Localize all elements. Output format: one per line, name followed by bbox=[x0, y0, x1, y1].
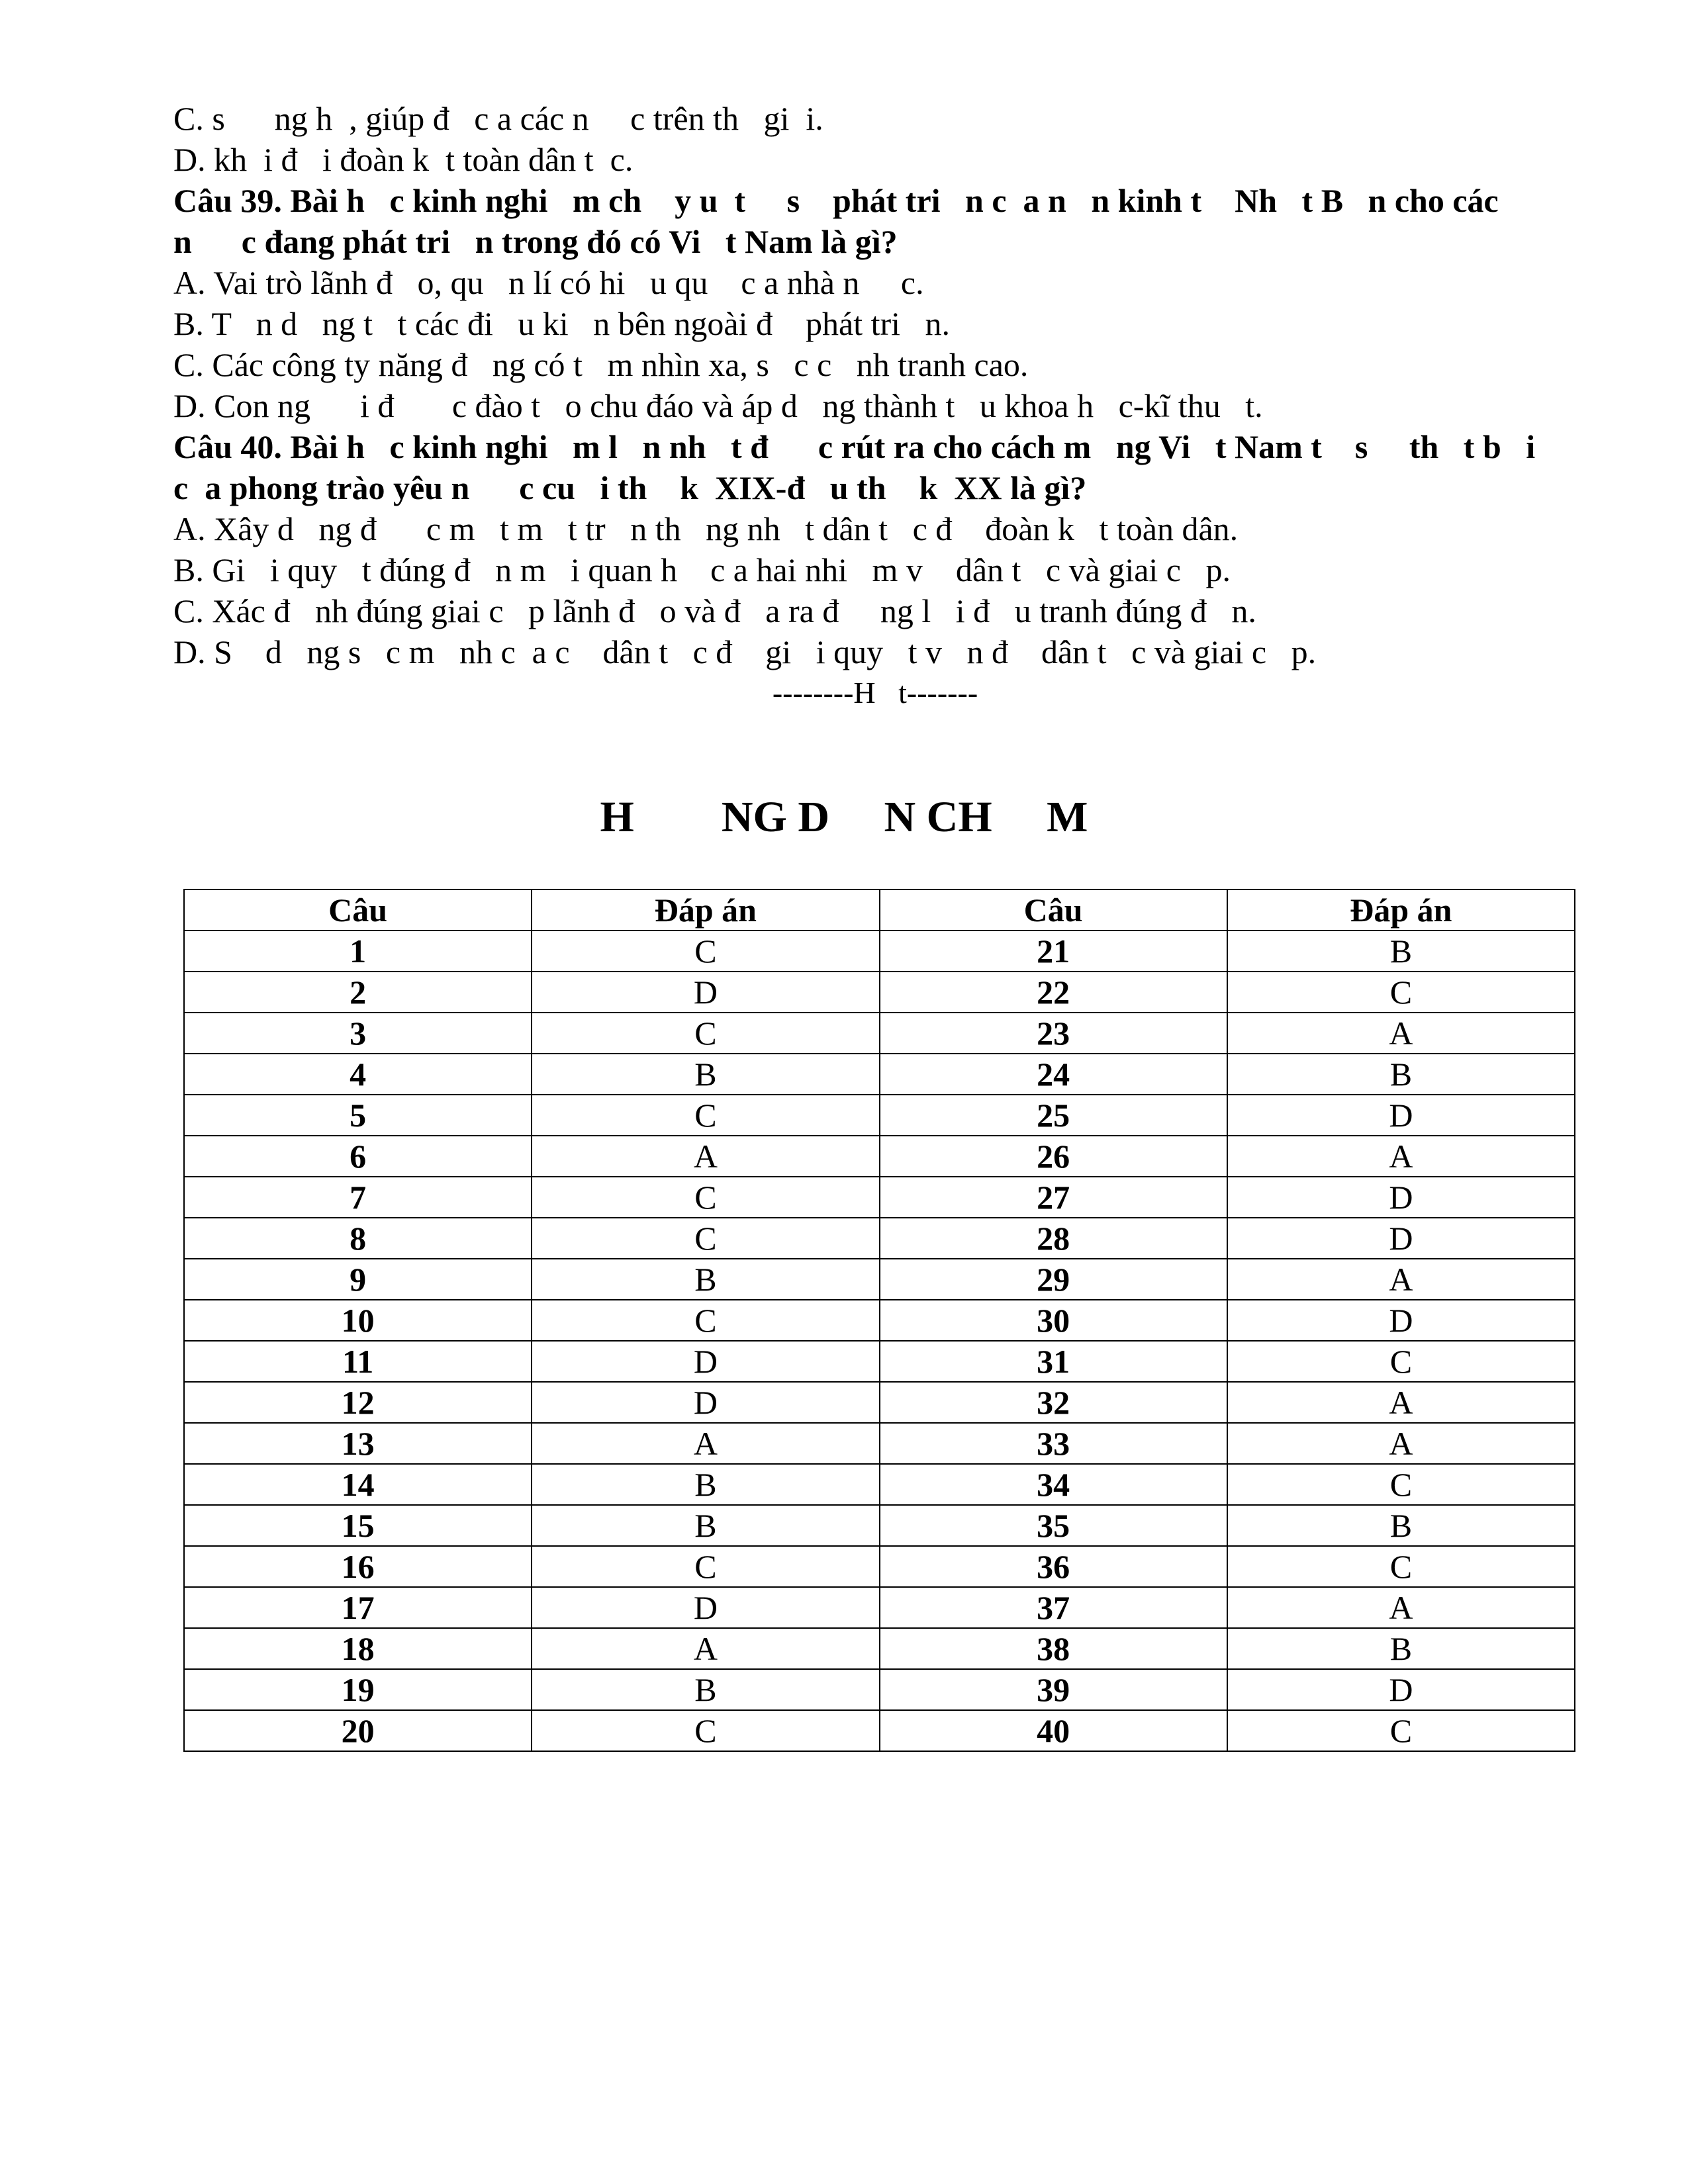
answer-cell: C bbox=[1227, 1464, 1575, 1505]
question-number-cell: 20 bbox=[184, 1710, 532, 1751]
table-row bbox=[184, 1300, 1575, 1341]
question-number-cell: 10 bbox=[184, 1300, 532, 1341]
question-number-cell: 24 bbox=[880, 1054, 1227, 1095]
question-number-cell: 1 bbox=[184, 931, 532, 972]
answer-key-heading: H NG D N CH M bbox=[600, 793, 1088, 841]
question-39-option-a: A. Vai trò lãnh đ o, qu n lí có hi u qu c a nhà n c. bbox=[173, 264, 924, 301]
question-number-cell: 17 bbox=[184, 1587, 532, 1628]
question-40-title-line-2: c a phong trào yêu n c cu i th k XIX-đ u th k XX là gì? bbox=[173, 469, 1087, 506]
answer-cell: D bbox=[1227, 1669, 1575, 1710]
question-number-cell: 36 bbox=[880, 1546, 1227, 1587]
question-number-cell: 22 bbox=[880, 972, 1227, 1013]
answer-cell: D bbox=[1227, 1177, 1575, 1218]
end-mark: --------H t------- bbox=[772, 676, 978, 709]
question-39-title-line-1: Câu 39. Bài h c kinh nghi m ch y u t s phát tri n c a n n kinh t Nh t B n cho các bbox=[173, 182, 1499, 219]
question-number-cell: 30 bbox=[880, 1300, 1227, 1341]
answer-cell: B bbox=[1227, 1628, 1575, 1669]
question-40-option-c: C. Xác đ nh đúng giai c p lãnh đ o và đ a ra đ ng l i đ u tranh đúng đ n. bbox=[173, 592, 1256, 629]
question-number-cell: 27 bbox=[880, 1177, 1227, 1218]
question-number-cell: 37 bbox=[880, 1587, 1227, 1628]
question-number-cell: 32 bbox=[880, 1382, 1227, 1423]
answer-cell: D bbox=[532, 1341, 879, 1382]
question-39-option-b: B. T n d ng t t các đi u ki n bên ngoài đ phát tri n. bbox=[173, 305, 951, 342]
question-number-cell: 7 bbox=[184, 1177, 532, 1218]
answer-cell: D bbox=[1227, 1300, 1575, 1341]
question-number-cell: 4 bbox=[184, 1054, 532, 1095]
question-number-cell: 8 bbox=[184, 1218, 532, 1259]
question-number-cell: 3 bbox=[184, 1013, 532, 1054]
answer-cell: A bbox=[1227, 1259, 1575, 1300]
table-row bbox=[184, 1669, 1575, 1710]
table-row bbox=[184, 1710, 1575, 1751]
answer-cell: C bbox=[1227, 1546, 1575, 1587]
answer-cell: B bbox=[532, 1464, 879, 1505]
answer-cell: D bbox=[532, 1587, 879, 1628]
question-39-title-line-2: n c đang phát tri n trong đó có Vi t Nam là gì? bbox=[173, 223, 898, 260]
table-row bbox=[184, 1341, 1575, 1382]
answer-cell: B bbox=[532, 1505, 879, 1546]
question-number-cell: 35 bbox=[880, 1505, 1227, 1546]
answer-cell: D bbox=[532, 972, 879, 1013]
header-dap-an-1: Đáp án bbox=[532, 889, 879, 931]
table-row bbox=[184, 1382, 1575, 1423]
answer-cell: B bbox=[1227, 1505, 1575, 1546]
question-text-block bbox=[173, 98, 1577, 713]
question-number-cell: 40 bbox=[880, 1710, 1227, 1751]
answer-cell: A bbox=[532, 1628, 879, 1669]
table-row bbox=[184, 1054, 1575, 1095]
answer-cell: C bbox=[532, 1300, 879, 1341]
answer-rows bbox=[184, 931, 1575, 1751]
table-row bbox=[184, 972, 1575, 1013]
question-number-cell: 38 bbox=[880, 1628, 1227, 1669]
answer-key-table bbox=[183, 889, 1575, 1752]
question-number-cell: 12 bbox=[184, 1382, 532, 1423]
table-row bbox=[184, 1136, 1575, 1177]
answer-cell: C bbox=[1227, 972, 1575, 1013]
question-40-option-a: A. Xây d ng đ c m t m t tr n th ng nh t dân t c đ đoàn k t toàn dân. bbox=[173, 510, 1239, 547]
question-number-cell: 2 bbox=[184, 972, 532, 1013]
table-row bbox=[184, 1013, 1575, 1054]
answer-cell: C bbox=[1227, 1710, 1575, 1751]
answer-cell: C bbox=[532, 1095, 879, 1136]
answer-cell: B bbox=[1227, 1054, 1575, 1095]
option-c-prev: C. s ng h , giúp đ c a các n c trên th gi i. bbox=[173, 100, 823, 137]
question-40-option-b: B. Gi i quy t đúng đ n m i quan h c a hai nhi m v dân t c và giai c p. bbox=[173, 551, 1231, 588]
table-row bbox=[184, 1464, 1575, 1505]
answer-cell: A bbox=[1227, 1013, 1575, 1054]
answer-cell: A bbox=[532, 1136, 879, 1177]
table-row bbox=[184, 1095, 1575, 1136]
question-number-cell: 6 bbox=[184, 1136, 532, 1177]
question-number-cell: 23 bbox=[880, 1013, 1227, 1054]
question-number-cell: 39 bbox=[880, 1669, 1227, 1710]
header-dap-an-2: Đáp án bbox=[1227, 889, 1575, 931]
answer-cell: C bbox=[532, 1546, 879, 1587]
answer-cell: C bbox=[532, 1710, 879, 1751]
question-number-cell: 34 bbox=[880, 1464, 1227, 1505]
answer-cell: B bbox=[532, 1669, 879, 1710]
answer-cell: B bbox=[532, 1259, 879, 1300]
question-number-cell: 11 bbox=[184, 1341, 532, 1382]
question-number-cell: 26 bbox=[880, 1136, 1227, 1177]
answer-cell: C bbox=[1227, 1341, 1575, 1382]
table-row bbox=[184, 1423, 1575, 1464]
answer-cell: A bbox=[1227, 1382, 1575, 1423]
question-number-cell: 28 bbox=[880, 1218, 1227, 1259]
question-40-title-line-1: Câu 40. Bài h c kinh nghi m l n nh t đ c rút ra cho cách m ng Vi t Nam t s th t b i bbox=[173, 428, 1536, 465]
answer-cell: C bbox=[532, 1218, 879, 1259]
question-number-cell: 25 bbox=[880, 1095, 1227, 1136]
answer-cell: D bbox=[1227, 1218, 1575, 1259]
question-number-cell: 13 bbox=[184, 1423, 532, 1464]
question-number-cell: 5 bbox=[184, 1095, 532, 1136]
option-d-prev: D. kh i đ i đoàn k t toàn dân t c. bbox=[173, 141, 633, 178]
question-number-cell: 15 bbox=[184, 1505, 532, 1546]
answer-cell: C bbox=[532, 931, 879, 972]
question-number-cell: 31 bbox=[880, 1341, 1227, 1382]
question-number-cell: 16 bbox=[184, 1546, 532, 1587]
question-40-option-d: D. S d ng s c m nh c a c dân t c đ gi i quy t v n đ dân t c và giai c p. bbox=[173, 633, 1317, 670]
question-39-option-c: C. Các công ty năng đ ng có t m nhìn xa, s c c nh tranh cao. bbox=[173, 346, 1029, 383]
table-row bbox=[184, 1505, 1575, 1546]
question-number-cell: 18 bbox=[184, 1628, 532, 1669]
answer-cell: A bbox=[1227, 1136, 1575, 1177]
table-row bbox=[184, 931, 1575, 972]
table-row bbox=[184, 1218, 1575, 1259]
question-number-cell: 29 bbox=[880, 1259, 1227, 1300]
table-row bbox=[184, 1177, 1575, 1218]
question-number-cell: 9 bbox=[184, 1259, 532, 1300]
answer-cell: B bbox=[1227, 931, 1575, 972]
answer-cell: C bbox=[532, 1013, 879, 1054]
answer-cell: A bbox=[532, 1423, 879, 1464]
header-cau-2: Câu bbox=[880, 889, 1227, 931]
table-header-row bbox=[184, 889, 1575, 931]
question-number-cell: 21 bbox=[880, 931, 1227, 972]
question-number-cell: 33 bbox=[880, 1423, 1227, 1464]
answer-cell: C bbox=[532, 1177, 879, 1218]
answer-cell: D bbox=[1227, 1095, 1575, 1136]
answer-cell: A bbox=[1227, 1423, 1575, 1464]
question-number-cell: 14 bbox=[184, 1464, 532, 1505]
answer-cell: B bbox=[532, 1054, 879, 1095]
answer-cell: D bbox=[532, 1382, 879, 1423]
answer-cell: A bbox=[1227, 1587, 1575, 1628]
table-row bbox=[184, 1259, 1575, 1300]
question-number-cell: 19 bbox=[184, 1669, 532, 1710]
table-row bbox=[184, 1546, 1575, 1587]
table-row bbox=[184, 1587, 1575, 1628]
header-cau-1: Câu bbox=[184, 889, 532, 931]
table-row bbox=[184, 1628, 1575, 1669]
question-39-option-d: D. Con ng i đ c đào t o chu đáo và áp d ng thành t u khoa h c-kĩ thu t. bbox=[173, 387, 1263, 424]
